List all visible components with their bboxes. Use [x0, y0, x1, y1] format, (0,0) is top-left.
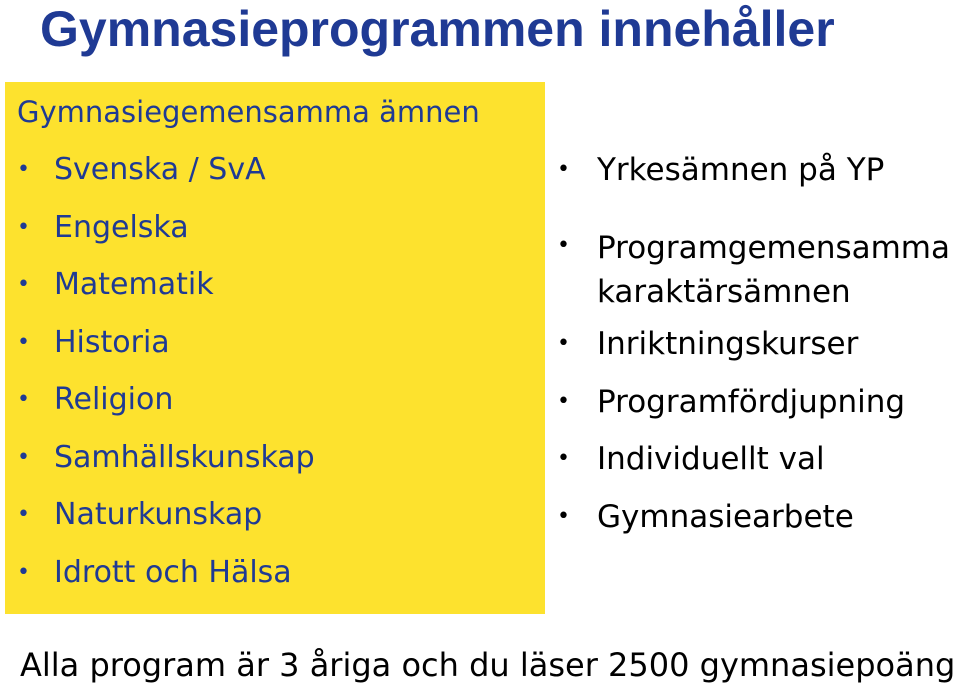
- bullet-icon: •: [557, 331, 570, 356]
- program-part-label: Programfördjupning: [597, 383, 906, 420]
- program-part-label: Yrkesämnen på YP: [597, 152, 885, 188]
- program-part-label: Programgemensamma karaktärsämnen: [597, 230, 951, 310]
- program-part-label: Inriktningskurser: [597, 326, 859, 362]
- subject-label: Engelska: [54, 209, 189, 245]
- bullet-icon: •: [17, 387, 30, 412]
- subject-label: Religion: [54, 382, 174, 417]
- subject-label: Svenska / SvA: [54, 152, 266, 187]
- bullet-icon: •: [17, 559, 30, 585]
- bullet-icon: •: [557, 233, 570, 258]
- bullet-icon: •: [17, 214, 30, 240]
- list-item: [17, 495, 315, 553]
- bullet-icon: •: [17, 329, 30, 355]
- common-subjects-heading: Gymnasiegemensamma ämnen: [17, 95, 480, 129]
- list-item: [17, 380, 315, 438]
- list-item: [17, 208, 315, 266]
- list-item: [17, 323, 315, 381]
- program-part-label: Individuellt val: [597, 441, 825, 477]
- program-part-label: Gymnasiearbete: [597, 498, 854, 535]
- bullet-icon: •: [17, 157, 30, 182]
- bullet-icon: •: [557, 503, 570, 529]
- program-parts-list: [557, 150, 960, 554]
- list-item: [17, 438, 315, 496]
- subject-label: Samhällskunskap: [54, 439, 315, 475]
- bullet-icon: •: [557, 446, 570, 471]
- subject-label: Idrott och Hälsa: [54, 554, 292, 590]
- list-item: [17, 553, 315, 611]
- subject-label: Historia: [54, 324, 170, 360]
- common-subjects-list: [17, 150, 315, 610]
- list-item: [557, 439, 960, 497]
- subject-label: Naturkunskap: [54, 497, 263, 532]
- list-item: [17, 265, 315, 323]
- footer-note: Alla program är 3 åriga och du läser 2500 gymnasiepoäng: [20, 646, 956, 684]
- list-item: [557, 382, 960, 440]
- list-item: [17, 150, 315, 208]
- list-item: [557, 497, 960, 555]
- subject-label: Matematik: [54, 267, 214, 302]
- bullet-icon: •: [557, 388, 570, 414]
- page-title: Gymnasieprogrammen innehåller: [40, 1, 835, 57]
- bullet-icon: •: [17, 502, 30, 527]
- list-item: [557, 150, 960, 190]
- bullet-icon: •: [557, 157, 570, 182]
- list-item: [557, 324, 960, 382]
- bullet-icon: •: [17, 444, 30, 470]
- list-item: [557, 226, 960, 314]
- bullet-icon: •: [17, 272, 30, 297]
